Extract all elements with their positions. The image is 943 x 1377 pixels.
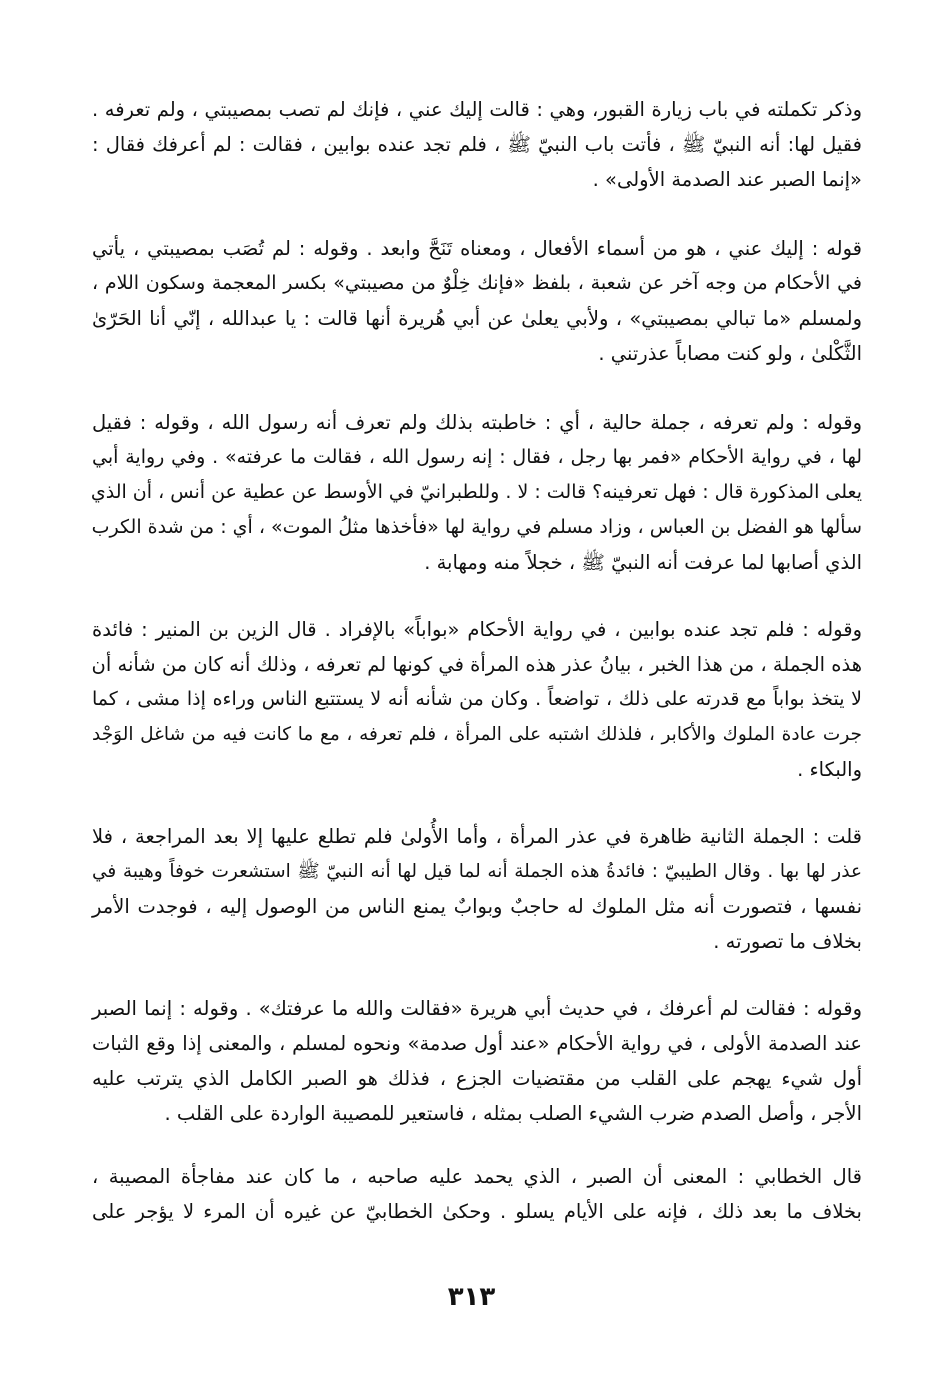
text-line: ولمسلم «ما تبالي بمصيبتي» ، ولأبي يعلىٰ عن أبي هُريرة أنها قالت : يا عبدالله ، إنّي أنا الحَرّىٰ bbox=[92, 307, 862, 330]
text-line: قلت : الجملة الثانية ظاهرة في عذر المرأة ، وأما الأُولىٰ فلم تطلع عليها إلا بعد المراجعة ، فلا bbox=[92, 825, 862, 848]
text-line: الذي أصابها لما عرفت أنه النبيّ ﷺ ، خجلاً منه ومهابة . bbox=[424, 551, 862, 574]
text-line: لها ، في رواية الأحكام «فمر بها رجل ، فقال : إنه رسول الله ، فقالت ما عرفته» . وفي رواية أبي bbox=[92, 446, 862, 468]
paragraph-1 bbox=[92, 92, 862, 197]
text-line: وقوله : فلم تجد عنده بوابين ، في رواية الأحكام «بواباً» بالإفراد . قال الزين بن المنير : فائدة bbox=[92, 618, 862, 641]
text-line: جرت عادة الملوك والأكابر ، فلذلك اشتبه على المرأة ، فلم تعرفه ، مع ما كانت فيه من شاغل الوَجْد bbox=[92, 724, 862, 745]
paragraph-5 bbox=[92, 819, 862, 959]
text-line: سألها هو الفضل بن العباس ، وزاد مسلم في رواية لها «فأخذها مثلُ الموت» ، أي : من شدة الكرب bbox=[91, 516, 862, 538]
text-line: وقوله : ولم تعرفه ، جملة حالية ، أي : خاطبته بذلك ولم تعرف أنه رسول الله ، وقوله : فقيل bbox=[92, 411, 862, 434]
text-line: قوله : إليك عني ، هو من أسماء الأفعال ، ومعناه تَنَحَّ وابعد . وقوله : لم تُصَب بمصيبتي ، يأتي bbox=[92, 237, 862, 260]
text-line: بخلاف ما بعد ذلك ، فإنه على الأيام يسلو . وحكىٰ الخطابيّ عن غيره أن المرء لا يؤجر على bbox=[92, 1200, 862, 1223]
paragraph-3 bbox=[92, 405, 862, 580]
text-line: في الأحكام من وجه آخر عن شعبة ، بلفظ «فإنك خِلْوٌ من مصيبتي» بكسر المعجمة وسكون اللام ، bbox=[92, 272, 862, 294]
text-line: الثَّكْلىٰ ، ولو كنت مصاباً عذرتني . bbox=[598, 342, 862, 365]
text-line: يعلى المذكورة قال : فهل تعرفينه؟ قالت : لا . وللطبرانيّ في الأوسط عن عطية عن أنس ، أن الذي bbox=[90, 481, 862, 503]
text-line: نفسها ، فتصورت أنه مثل الملوك له حاجبٌ وبوابٌ يمنع الناس من الوصول إليه ، فوجدت الأمر bbox=[92, 895, 862, 918]
text-line: «إنما الصبر عند الصدمة الأولى» . bbox=[592, 168, 862, 191]
paragraph-2 bbox=[92, 231, 862, 371]
text-line: فقيل لها: أنه النبيّ ﷺ ، فأتت باب النبيّ ﷺ ، فلم تجد عنده بوابين ، فقالت : لم أعرفك فقال : bbox=[92, 133, 862, 156]
text-line: لا يتخذ بواباً مع قدرته على ذلك ، تواضعاً . وكان من شأنه أنه لا يستتبع الناس وراءه إذا مشى ، كما bbox=[92, 688, 862, 710]
text-line: عذر لها بها . وقال الطيبيّ : فائدةُ هذه الجملة أنه لما قيل لها أنه النبيّ ﷺ استشعرت خوفاً وهيبة في bbox=[92, 861, 862, 882]
text-line: أول شيء يهجم على القلب من مقتضيات الجزع ، فذلك هو الصبر الكامل الذي يترتب عليه bbox=[92, 1067, 862, 1090]
text-line: هذه الجملة ، من هذا الخبر ، بيانُ عذر هذه المرأة في كونها لم تعرفه ، وذلك أنه كان من شأنه أن bbox=[91, 653, 862, 676]
page-body bbox=[92, 92, 862, 1229]
text-line: الأجر ، وأصل الصدم ضرب الشيء الصلب بمثله ، فاستعير للمصيبة الواردة على القلب . bbox=[164, 1102, 862, 1125]
paragraph-4 bbox=[92, 612, 862, 787]
paragraph-6 bbox=[92, 991, 862, 1131]
page-number: ٣١٣ bbox=[447, 1282, 496, 1312]
text-line: وقوله : فقالت لم أعرفك ، في حديث أبي هريرة «فقالت والله ما عرفتك» . وقوله : إنما الصبر bbox=[92, 997, 862, 1020]
text-line: وذكر تكملته في باب زيارة القبور، وهي : قالت إليك عني ، فإنك لم تصب بمصيبتي ، ولم تعرفه . bbox=[92, 98, 862, 121]
text-line: قال الخطابي : المعنى أن الصبر ، الذي يحمد عليه صاحبه ، ما كان عند مفاجأة المصيبة ، bbox=[92, 1165, 862, 1188]
paragraph-7 bbox=[92, 1159, 862, 1229]
text-line: عند الصدمة الأولى ، في رواية الأحكام «عند أول صدمة» ونحوه لمسلم ، والمعنى إذا وقع الثبات bbox=[92, 1032, 862, 1055]
text-line: والبكاء . bbox=[797, 758, 862, 781]
text-line: بخلاف ما تصورته . bbox=[713, 930, 862, 953]
